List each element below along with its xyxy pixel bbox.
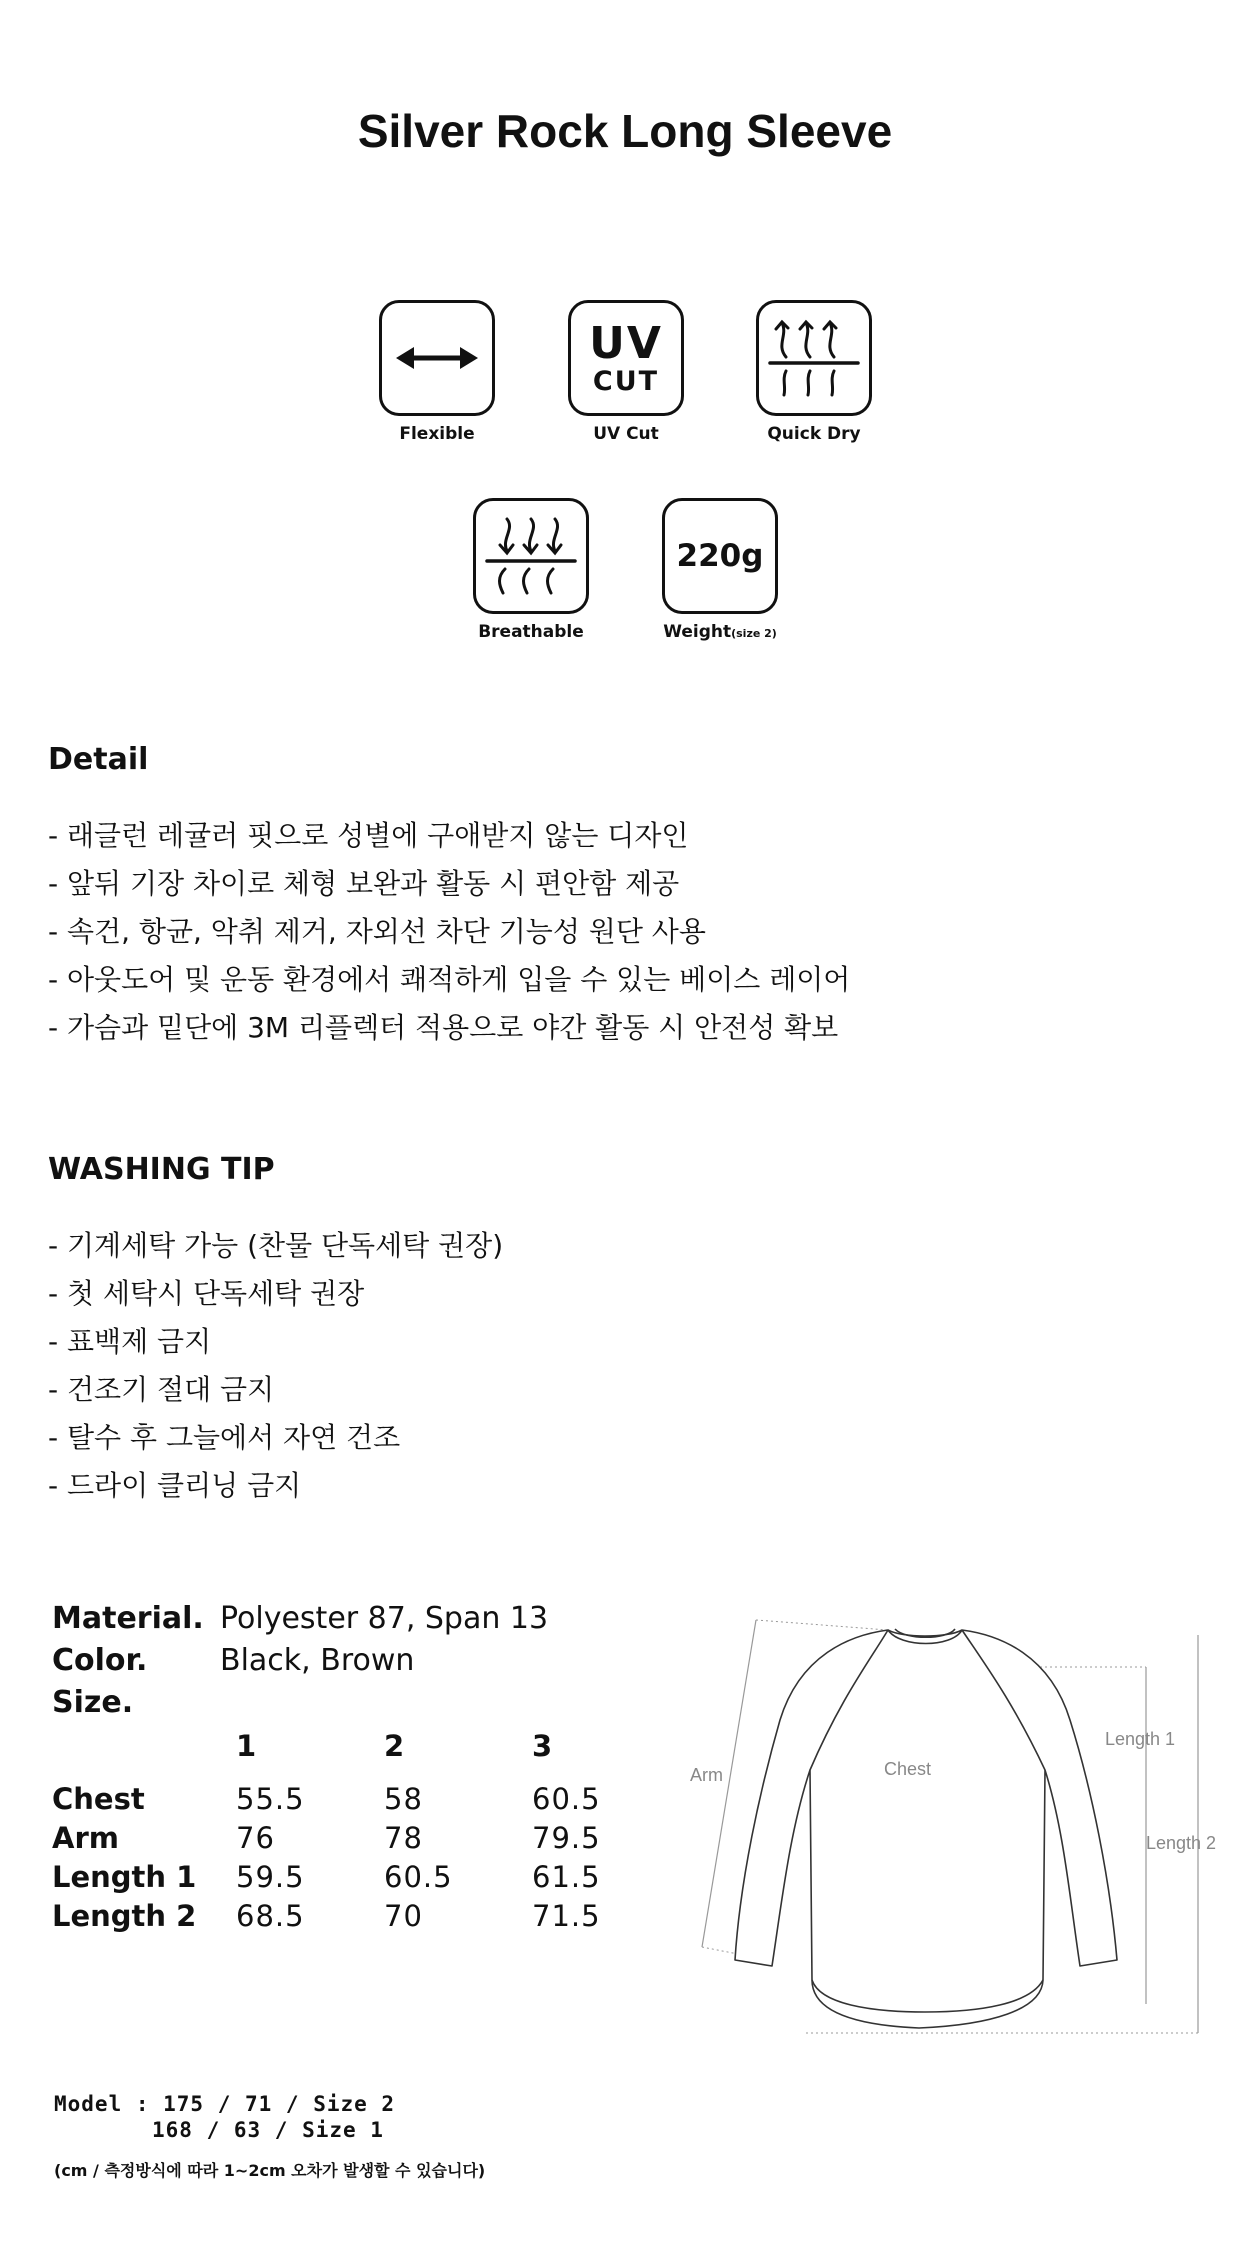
weight-icon — [662, 498, 778, 614]
model-info-1: Model : 175 / 71 / Size 2 — [54, 2092, 396, 2116]
quick-dry-icon — [756, 300, 872, 416]
list-item: - 앞뒤 기장 차이로 체형 보완과 활동 시 편안함 제공 — [48, 867, 680, 900]
arm-label: Arm — [690, 1765, 723, 1785]
weight-label-suffix: (size 2) — [731, 627, 777, 640]
flexible-icon — [379, 300, 495, 416]
feature-label: Breathable — [478, 622, 584, 642]
product-title: Silver Rock Long Sleeve — [357, 105, 893, 157]
table-cell: 60.5 — [384, 1860, 453, 1894]
washing-title: WASHING TIP — [48, 1152, 275, 1187]
washing-list — [48, 1222, 503, 1510]
feature-breathable — [451, 498, 611, 642]
table-cell: 61.5 — [532, 1860, 601, 1894]
feature-uv-cut — [546, 300, 706, 444]
feature-label: Quick Dry — [767, 424, 861, 444]
list-item: - 속건, 항균, 악취 제거, 자외선 차단 기능성 원단 사용 — [48, 915, 706, 948]
breathable-icon — [473, 498, 589, 614]
size-header: 1 — [236, 1729, 257, 1763]
uv-cut-icon — [568, 300, 684, 416]
table-cell: 58 — [384, 1782, 423, 1816]
material-label: Material. — [52, 1601, 204, 1636]
feature-label — [640, 622, 800, 642]
list-item: - 아웃도어 및 운동 환경에서 쾌적하게 입을 수 있는 베이스 레이어 — [48, 963, 851, 996]
feature-label: UV Cut — [593, 424, 659, 444]
feature-quick-dry — [734, 300, 894, 444]
weight-label: Weight — [663, 622, 732, 642]
size-header: 3 — [532, 1729, 553, 1763]
chest-label: Chest — [884, 1759, 932, 1779]
cut-icon-text: CUT — [592, 365, 660, 397]
feature-weight — [640, 498, 800, 642]
color-label: Color. — [52, 1643, 148, 1678]
measurement-note: (cm / 측정방식에 따라 1~2cm 오차가 발생할 수 있습니다) — [54, 2161, 486, 2180]
list-item: - 기계세탁 가능 (찬물 단독세탁 권장) — [48, 1229, 504, 1262]
table-row-label: Arm — [52, 1821, 119, 1855]
table-cell: 70 — [384, 1899, 423, 1933]
model-info-2: 168 / 63 / Size 1 — [152, 2118, 384, 2142]
list-item: - 표백제 금지 — [48, 1325, 212, 1358]
table-cell: 78 — [384, 1821, 423, 1855]
table-row-label: Length 1 — [52, 1860, 197, 1894]
size-header: 2 — [384, 1729, 405, 1763]
weight-icon-text: 220g — [676, 538, 764, 574]
list-item: - 건조기 절대 금지 — [48, 1373, 275, 1406]
table-cell: 79.5 — [532, 1821, 601, 1855]
detail-title: Detail — [48, 742, 149, 777]
table-cell: 71.5 — [532, 1899, 601, 1933]
list-item: - 래글런 레귤러 핏으로 성별에 구애받지 않는 디자인 — [48, 819, 689, 852]
size-label: Size. — [52, 1685, 134, 1720]
uv-icon-text: UV — [589, 317, 663, 369]
material-value: Polyester 87, Span 13 — [220, 1601, 549, 1636]
length1-label: Length 1 — [1105, 1729, 1176, 1749]
table-cell: 76 — [236, 1821, 275, 1855]
color-value: Black, Brown — [220, 1643, 415, 1678]
detail-list — [48, 812, 850, 1052]
feature-flexible — [357, 300, 517, 444]
table-cell: 68.5 — [236, 1899, 305, 1933]
table-cell: 55.5 — [236, 1782, 305, 1816]
table-row-label: Length 2 — [52, 1899, 197, 1933]
table-cell: 59.5 — [236, 1860, 305, 1894]
length2-label: Length 2 — [1146, 1833, 1217, 1853]
table-cell: 60.5 — [532, 1782, 601, 1816]
list-item: - 가슴과 밑단에 3M 리플렉터 적용으로 야간 활동 시 안전성 확보 — [48, 1011, 839, 1044]
list-item: - 드라이 클리닝 금지 — [48, 1469, 302, 1502]
feature-label: Flexible — [399, 424, 475, 444]
list-item: - 탈수 후 그늘에서 자연 건조 — [48, 1421, 401, 1454]
table-row-label: Chest — [52, 1782, 145, 1816]
measurement-diagram — [690, 1600, 1250, 2040]
list-item: - 첫 세탁시 단독세탁 권장 — [48, 1277, 365, 1310]
